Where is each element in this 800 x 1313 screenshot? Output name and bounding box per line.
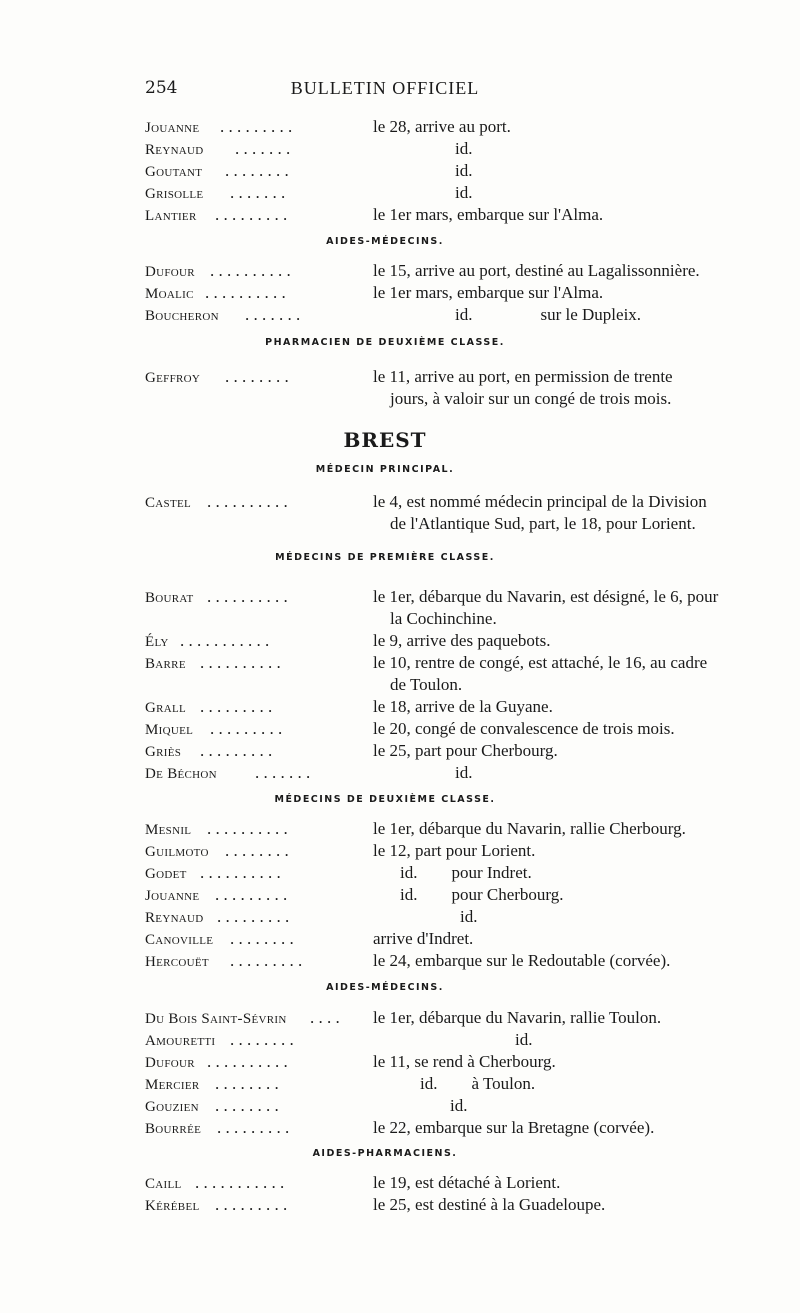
entry-desc: id. pour Indret. xyxy=(400,863,532,882)
entry-desc: id. xyxy=(450,1096,468,1115)
entry-desc: le 12, part pour Lorient. xyxy=(373,841,536,860)
entry-row xyxy=(145,906,478,929)
entry-dots: . . . . . . . xyxy=(235,139,291,158)
entry-dots: . . . . . . . . . xyxy=(215,1195,288,1214)
entry-desc: le 4, est nommé médecin principal de la Division xyxy=(373,492,707,511)
entry-dots: . . . . . . . . . xyxy=(215,205,288,224)
entry-dots: . . . . . . . xyxy=(230,183,286,202)
entry-desc: id. à Toulon. xyxy=(420,1074,536,1093)
entry-row xyxy=(145,718,675,741)
entry-desc: id. xyxy=(455,183,473,202)
entry-dots: . . . . . . . . xyxy=(225,841,289,860)
entry-name: Bourrée xyxy=(145,1121,202,1137)
entry-row xyxy=(145,762,473,785)
entry-row xyxy=(145,950,671,973)
entry-row xyxy=(145,1073,536,1096)
entry-dots: . . . . . . . . . . . xyxy=(195,1173,285,1192)
section-heading: AIDES-MÉDECINS. xyxy=(326,236,444,247)
entry-name: Jouanne xyxy=(145,888,200,904)
entry-dots: . . . . . . . . . . xyxy=(210,261,291,280)
page-number: 254 xyxy=(145,78,178,98)
entry-dots: . . . . . . . . . . xyxy=(205,283,286,302)
entry-desc: id. xyxy=(460,907,478,926)
entry-dots: . . . . . . . . . . xyxy=(200,863,281,882)
entry-row xyxy=(145,366,673,389)
entry-dots: . . . . xyxy=(310,1008,340,1027)
entry-desc-cont: de l'Atlantique Sud, part, le 18, pour Lorient. xyxy=(390,514,696,533)
entry-row xyxy=(145,138,473,161)
entry-name: De Béchon xyxy=(145,766,217,782)
entry-row xyxy=(145,260,700,283)
entry-dots: . . . . . . . . . . . xyxy=(180,631,270,650)
entry-row xyxy=(145,630,551,653)
page-title: BULLETIN OFFICIEL xyxy=(290,78,480,98)
entry-name: Lantier xyxy=(145,208,197,224)
section-heading: MÉDECINS DE PREMIÈRE CLASSE. xyxy=(275,552,495,563)
entry-name: Barre xyxy=(145,656,186,672)
entry-desc: id. xyxy=(515,1030,533,1049)
entry-row xyxy=(145,1007,662,1030)
entry-desc: le 1er, débarque du Navarin, est désigné, le 6, pour xyxy=(373,587,719,606)
entry-name: Gouzien xyxy=(145,1099,199,1115)
entry-desc: le 1er mars, embarque sur l'Alma. xyxy=(373,283,604,302)
section-heading: AIDES-MÉDECINS. xyxy=(326,982,444,993)
entry-desc: le 1er, débarque du Navarin, rallie Toulon. xyxy=(373,1008,662,1027)
entry-name: Griès xyxy=(145,744,182,760)
section-heading: PHARMACIEN DE DEUXIÈME CLASSE. xyxy=(265,337,505,348)
entry-dots: . . . . . . . . xyxy=(225,161,289,180)
entry-row xyxy=(145,204,604,227)
entry-row xyxy=(145,696,553,719)
entry-row xyxy=(145,182,473,205)
entry-dots: . . . . . . . . . . xyxy=(200,653,281,672)
entry-row xyxy=(145,1029,533,1052)
entry-dots: . . . . . . . xyxy=(255,763,311,782)
entry-desc: le 1er mars, embarque sur l'Alma. xyxy=(373,205,604,224)
entry-row xyxy=(145,1194,606,1217)
entry-row xyxy=(145,586,719,609)
entry-name: Grisolle xyxy=(145,186,204,202)
entry-dots: . . . . . . . . . xyxy=(200,697,273,716)
entry-dots: . . . . . . . . . xyxy=(217,1118,290,1137)
entry-name: Hercouët xyxy=(145,954,209,970)
entry-dots: . . . . . . . . . . xyxy=(207,1052,288,1071)
entry-dots: . . . . . . . . . . xyxy=(207,819,288,838)
entry-name: Ély xyxy=(145,634,169,650)
entry-desc: le 11, se rend à Cherbourg. xyxy=(373,1052,556,1071)
entry-desc: le 18, arrive de la Guyane. xyxy=(373,697,553,716)
entry-dots: . . . . . . . xyxy=(245,305,301,324)
entry-desc: le 11, arrive au port, en permission de trente xyxy=(373,367,673,386)
entry-desc: le 15, arrive au port, destiné au Lagalissonnière. xyxy=(373,261,700,280)
entry-row xyxy=(145,740,558,763)
entry-name: Amouretti xyxy=(145,1033,216,1049)
entry-desc: id. xyxy=(455,763,473,782)
entry-row xyxy=(145,840,536,863)
entry-row xyxy=(145,1172,561,1195)
entry-dots: . . . . . . . . . xyxy=(200,741,273,760)
entry-desc: le 10, rentre de congé, est attaché, le 16, au cadre xyxy=(373,653,708,672)
entry-name: Kérébel xyxy=(145,1198,200,1214)
entry-dots: . . . . . . . . xyxy=(215,1074,279,1093)
entry-name: Mesnil xyxy=(145,822,192,838)
entry-dots: . . . . . . . . . xyxy=(220,117,293,136)
entry-row xyxy=(145,884,564,907)
entry-desc: id. xyxy=(455,139,473,158)
entry-desc: le 9, arrive des paquebots. xyxy=(373,631,551,650)
entry-dots: . . . . . . . . . . xyxy=(207,492,288,511)
entry-dots: . . . . . . . . xyxy=(230,929,294,948)
city-heading: BREST xyxy=(343,428,427,452)
entry-name: Castel xyxy=(145,495,192,511)
entry-desc: le 25, est destiné à la Guadeloupe. xyxy=(373,1195,606,1214)
entry-row xyxy=(145,818,686,841)
entry-name: Du Bois Saint-Sévrin xyxy=(145,1011,287,1027)
entry-row xyxy=(145,160,473,183)
section-heading: MÉDECINS DE DEUXIÈME CLASSE. xyxy=(274,794,496,805)
entry-name: Guilmoto xyxy=(145,844,209,860)
entry-desc: le 28, arrive au port. xyxy=(373,117,511,136)
entry-name: Geffroy xyxy=(145,370,201,386)
entry-desc: arrive d'Indret. xyxy=(373,929,474,948)
entry-desc-cont: jours, à valoir sur un congé de trois mois. xyxy=(390,389,672,408)
entry-name: Mercier xyxy=(145,1077,200,1093)
page-header xyxy=(145,78,625,104)
entry-name: Miquel xyxy=(145,722,194,738)
entry-desc-cont: de Toulon. xyxy=(390,675,463,694)
entry-dots: . . . . . . . . . xyxy=(217,907,290,926)
entry-desc: id. xyxy=(455,161,473,180)
entry-row xyxy=(145,652,708,675)
entry-desc-cont: la Cochinchine. xyxy=(390,609,497,628)
entry-row xyxy=(145,1095,468,1118)
entry-dots: . . . . . . . . xyxy=(225,367,289,386)
entry-name: Grall xyxy=(145,700,187,716)
entry-row xyxy=(145,1117,655,1140)
entry-row xyxy=(145,304,642,327)
entry-name: Canoville xyxy=(145,932,214,948)
entry-name: Reynaud xyxy=(145,142,204,158)
entry-dots: . . . . . . . . xyxy=(230,1030,294,1049)
entry-row xyxy=(145,491,707,514)
entry-name: Moalic xyxy=(145,286,194,302)
entry-desc: id. pour Cherbourg. xyxy=(400,885,564,904)
entry-name: Bourat xyxy=(145,590,194,606)
entry-desc: le 25, part pour Cherbourg. xyxy=(373,741,558,760)
section-heading: MÉDECIN PRINCIPAL. xyxy=(315,464,455,475)
entry-name: Goutant xyxy=(145,164,203,180)
entry-desc: le 20, congé de convalescence de trois mois. xyxy=(373,719,675,738)
entry-desc: le 1er, débarque du Navarin, rallie Cherbourg. xyxy=(373,819,686,838)
entry-name: Boucheron xyxy=(145,308,219,324)
entry-row xyxy=(145,862,532,885)
entry-desc: le 19, est détaché à Lorient. xyxy=(373,1173,561,1192)
entry-dots: . . . . . . . . . . xyxy=(207,587,288,606)
entry-dots: . . . . . . . . . xyxy=(210,719,283,738)
entry-name: Godet xyxy=(145,866,187,882)
entry-dots: . . . . . . . . xyxy=(215,1096,279,1115)
entry-desc: le 24, embarque sur le Redoutable (corvée). xyxy=(373,951,671,970)
entry-desc: id. sur le Dupleix. xyxy=(455,305,642,324)
entry-name: Dufour xyxy=(145,1055,195,1071)
entry-row xyxy=(145,1051,556,1074)
entry-name: Reynaud xyxy=(145,910,204,926)
entry-row xyxy=(145,928,474,951)
entry-desc: le 22, embarque sur la Bretagne (corvée). xyxy=(373,1118,655,1137)
entry-dots: . . . . . . . . . xyxy=(215,885,288,904)
entry-dots: . . . . . . . . . xyxy=(230,951,303,970)
entry-row xyxy=(145,116,511,139)
entry-row xyxy=(145,282,604,305)
entry-name: Caill xyxy=(145,1176,182,1192)
entry-name: Jouanne xyxy=(145,120,200,136)
entry-name: Dufour xyxy=(145,264,195,280)
section-heading: AIDES-PHARMACIENS. xyxy=(312,1148,458,1159)
